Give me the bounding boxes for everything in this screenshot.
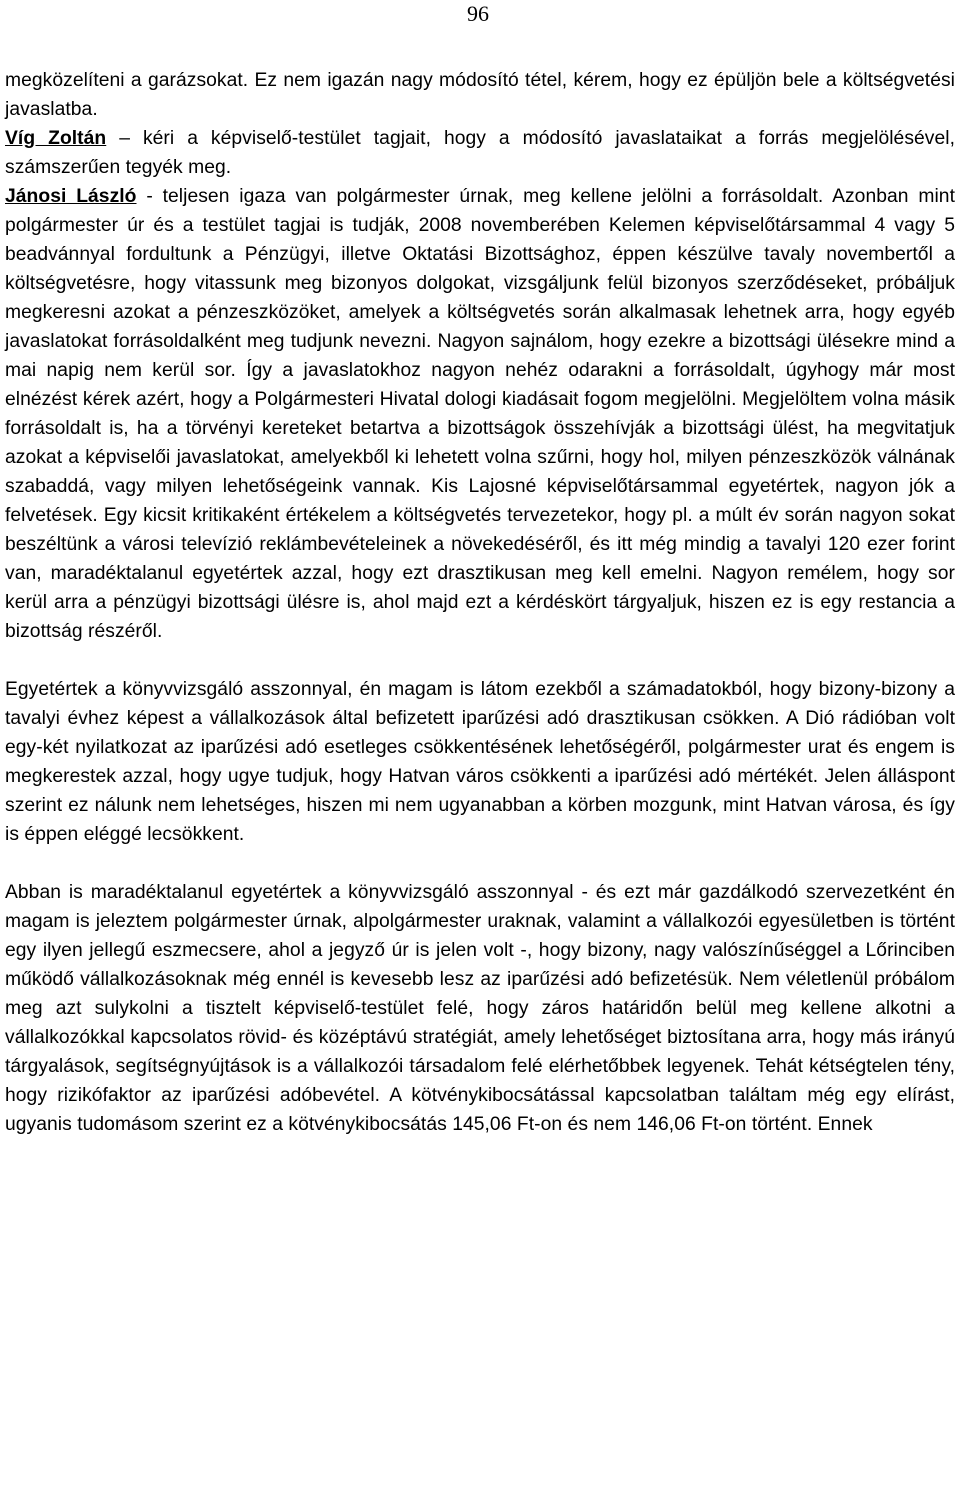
paragraph-1: [5, 66, 955, 124]
paragraph-3: [5, 182, 955, 646]
speaker-name: Jánosi László: [5, 186, 137, 207]
paragraph-4: [5, 675, 955, 849]
page-number: 96: [467, 1, 489, 26]
paragraph-text: megközelíteni a garázsokat. Ez nem igazán nagy módosító tétel, kérem, hogy ez épüljön bele a költségvetési javaslatba.: [5, 70, 955, 120]
paragraph-text: Egyetértek a könyvvizsgáló asszonnyal, én magam is látom ezekből a számadatokból, hogy bizony-bizony a tavalyi évhez képest a vállalkozások által befizetett iparűzési adó drasztikusan csökken. A Dió rádióban volt egy-két nyilatkozat az iparűzési adó esetleges csökkentésének lehetőségéről, polgármester urat és engem is megkerestek azzal, hogy ugye tudjuk, hogy Hatvan város csökkenti a iparűzési adó mértékét. Jelen álláspont szerint ez nálunk nem lehetséges, hiszen mi nem ugyanabban a körben mozgunk, mint Hatvan városa, és így is éppen eléggé lecsökkent.: [5, 679, 955, 845]
paragraph-text: - teljesen igaza van polgármester úrnak, meg kellene jelölni a forrásoldalt. Azonban mint polgármester úr és a testület tagjai is tudják, 2008 novemberében Kelemen képviselőtársammal 4 vagy 5 beadvánnyal fordultunk a Pénzügyi, illetve Oktatási Bizottsághoz, éppen készülve tavaly novembertől a költségvetésre, hogy vitassunk meg bizonyos dolgokat, vizsgáljunk felül bizonyos szerződéseket, próbáljuk megkeresni azokat a pénzeszközöket, amelyek a költségvetés során alkalmasak lehetnek arra, hogy egyéb javaslatokat forrásoldalként meg tudjunk nevezni. Nagyon sajnálom, hogy ezekre a bizottsági ülésekre mind a mai napig nem kerül sor. Így a javaslatokhoz nagyon nehéz odarakni a forrásoldalt, úgyhogy már most elnézést kérek azért, hogy a Polgármesteri Hivatal dologi kiadásait fogom megjelölni. Megjelöltem volna másik forrásoldalt is, ha a törvényi kereteket betartva a bizottságok összehívják a bizottsági ülést, ha megvitatjuk azokat a képviselői javaslatokat, amelyekből ki lehetett volna szűrni, hogy hol, milyen pénzeszközök válnának szabaddá, vagy milyen lehetőségeink vannak. Kis Lajosné képviselőtársammal egyetértek, nagyon jók a felvetések. Egy kicsit kritikaként értékelem a költségvetés tervezetekor, hogy pl. a múlt év során nagyon sokat beszéltünk a városi televízió reklámbevételeinek a növekedéséről, és itt még mindig a tavalyi 120 ezer forint van, maradéktalanul egyetértek azzal, hogy ezt drasztikusan meg kell emelni. Nagyon remélem, hogy sor kerül arra a pénzügyi bizottsági ülésre is, ahol majd ezt a kérdéskört tárgyaljuk, hiszen ez is egy restancia a bizottság részéről.: [5, 186, 955, 642]
paragraph-text: – kéri a képviselő-testület tagjait, hogy a módosító javaslataikat a forrás megjelölésével, számszerűen tegyék meg.: [5, 128, 955, 178]
paragraph-5: [5, 878, 955, 1139]
paragraph-2: [5, 124, 955, 182]
speaker-name: Víg Zoltán: [5, 128, 107, 149]
paragraph-text: Abban is maradéktalanul egyetértek a könyvvizsgáló asszonnyal - és ezt már gazdálkodó szervezetként én magam is jeleztem polgármester úrnak, alpolgármester uraknak, valamint a vállalkozói egyesületben is történt egy ilyen jellegű eszmecsere, ahol a jegyző úr is jelen volt -, hogy bizony, nagy valószínűséggel a Lőrinciben működő vállalkozásoknak még ennél is kevesebb lesz az iparűzési adó befizetésük. Nem véletlenül próbálom meg azt sulykolni a tisztelt képviselő-testület felé, hogy záros határidőn belül meg kellene alkotni a vállalkozókkal kapcsolatos rövid- és középtávú stratégiát, amely lehetőséget biztosítana arra, hogy más irányú tárgyalások, segítségnyújtások is a vállalkozói társadalom felé elérhetőbbek legyenek. Tehát kétségtelen tény, hogy rizikófaktor az iparűzési adóbevétel. A kötvénykibocsátással kapcsolatban találtam még egy elírást, ugyanis tudomásom szerint ez a kötvénykibocsátás 145,06 Ft-on és nem 146,06 Ft-on történt. Ennek: [5, 882, 955, 1135]
document-body: [5, 66, 955, 1139]
